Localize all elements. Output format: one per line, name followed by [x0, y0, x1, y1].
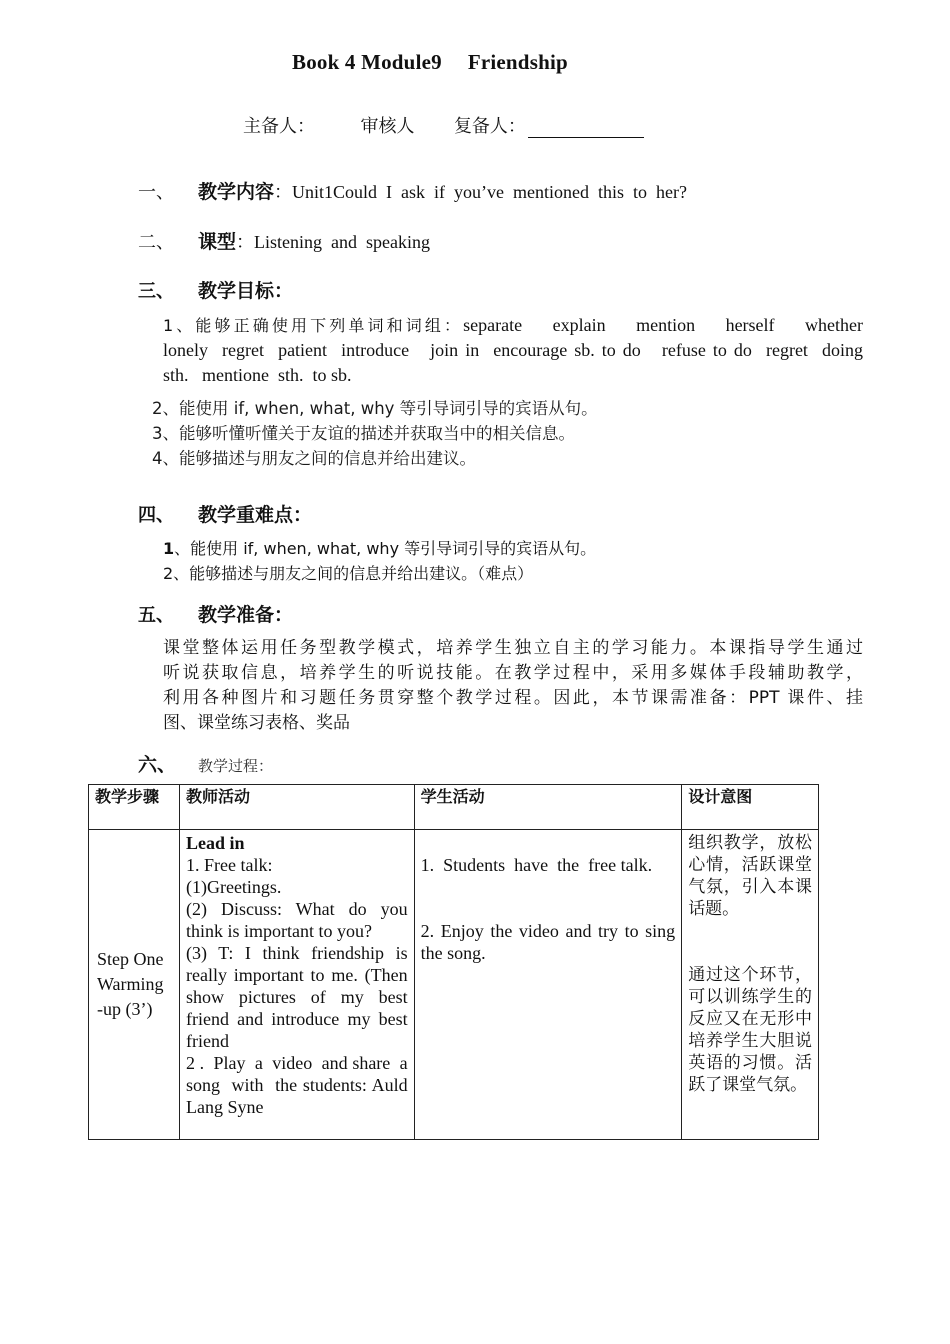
student-activity-line: 2. Enjoy the video and try to sing the song. — [420, 921, 676, 963]
title-topic: Friendship — [467, 50, 568, 74]
step-cell: Step One Warming -up (3’) — [89, 830, 180, 1140]
main-preparer-label: 主备人： — [243, 116, 315, 137]
second-preparer-label: 复备人： — [453, 116, 526, 137]
section-heading: 教学内容 — [198, 181, 275, 203]
objective-3: 3、能够听懂听懂关于友谊的描述并获取当中的相关信息。 — [152, 424, 575, 443]
header-teacher: 教师活动 — [179, 785, 414, 830]
section-colon: ： — [236, 232, 255, 252]
section-number: 一、 — [138, 182, 174, 203]
preparers-line — [243, 112, 644, 138]
objectives-list — [152, 396, 598, 471]
teacher-activity-line: (3) T: I think friendship is really important to me. (Then show pictures of my best friend and introduce my best friend — [185, 943, 408, 1051]
section-number: 四、 — [138, 505, 174, 526]
design-intent-line: 通过这个环节，可以训练学生的反应又在无形中培养学生大胆说英语的习惯。活跃了课堂气氛。 — [688, 965, 812, 1095]
section-number: 二、 — [138, 232, 174, 253]
objective-1-prefix: 1、能够正确使用下列单词和词组： — [163, 316, 464, 335]
section-heading: 教学目标： — [198, 280, 294, 302]
header-design: 设计意图 — [682, 785, 819, 830]
design-intent-line: 组织教学，放松心情，活跃课堂气氛，引入本课话题。 — [688, 833, 812, 919]
section-heading: 教学准备： — [198, 604, 294, 626]
section-preparation — [138, 600, 293, 627]
section-number: 五、 — [138, 605, 174, 626]
preparation-line: 课堂整体运用任务型教学模式，培养学生独立自主的学习能力。本课指导学生通过 — [163, 638, 863, 658]
section-heading: 教学重难点： — [198, 504, 313, 526]
table-row — [89, 830, 819, 1140]
preparation-text — [163, 636, 863, 736]
header-student: 学生活动 — [414, 785, 682, 830]
teacher-activity-line: 1. Free talk: — [185, 855, 273, 875]
teaching-process-table — [88, 784, 819, 1140]
teacher-activity-cell — [179, 830, 417, 1140]
key-point-2: 2、能够描述与朋友之间的信息并给出建议。（难点） — [163, 564, 534, 583]
objective-1 — [163, 313, 863, 388]
teacher-activity-line: (2) Discuss: What do you think is important to you? — [185, 899, 408, 941]
second-preparer-blank — [528, 119, 644, 138]
objective-1-phrases: lonely regret patient introduce join in encourage sb. to do refuse to do regret doing — [163, 340, 863, 360]
design-intent-cell — [682, 830, 819, 1140]
section-lesson-type — [138, 227, 430, 254]
section-number: 六、 — [138, 754, 177, 776]
teacher-activity-line: (1)Greetings. — [185, 877, 282, 897]
section-content — [138, 177, 687, 204]
reviewer-label: 审核人 — [360, 116, 415, 137]
objective-4: 4、能够描述与朋友之间的信息并给出建议。 — [152, 449, 476, 468]
student-activity-line: 1. Students have the free talk. — [420, 855, 653, 875]
preparation-line: 图、课堂练习表格、奖品 — [163, 713, 350, 733]
lesson-title: Unit1Could I ask if you’ve mentioned this to her? — [292, 182, 687, 202]
preparation-line: 听说获取信息，培养学生的听说技能。在教学过程中，采用多媒体手段辅助教学， — [163, 663, 863, 683]
student-activity-cell — [414, 830, 682, 1140]
section-number: 三、 — [138, 281, 174, 302]
section-key-points — [138, 500, 312, 527]
objective-1-phrases-end: sth. mentione sth. to sb. — [163, 365, 352, 385]
teacher-activity-title: Lead in — [185, 833, 245, 853]
key-points-list — [163, 536, 863, 586]
table-header-row — [89, 785, 819, 830]
preparation-line: 利用各种图片和习题任务贯穿整个教学过程。因此，本节课需准备：PPT 课件、挂 — [163, 688, 863, 708]
key-point-1-text: 、能使用 if, when, what, why 等引导词引导的宾语从句。 — [174, 539, 597, 558]
lesson-type: Listening and speaking — [254, 232, 430, 252]
section-colon: ： — [274, 182, 293, 202]
title-book: Book 4 Module9 — [292, 50, 442, 74]
section-heading: 教学过程： — [198, 757, 274, 775]
objective-2: 2、能使用 if, when, what, why 等引导词引导的宾语从句。 — [152, 399, 598, 418]
objective-1-words: separate explain mention herself whether — [463, 315, 863, 335]
header-step: 教学步骤 — [89, 785, 180, 830]
section-process — [138, 750, 273, 777]
key-point-1 — [163, 536, 863, 561]
teacher-activity-line: 2 . Play a video and share a song with the students: Auld Lang Syne — [185, 1053, 417, 1117]
document-title — [292, 50, 568, 75]
section-heading: 课型 — [198, 231, 237, 253]
key-point-1-number: 1 — [163, 539, 175, 558]
section-objectives — [138, 276, 293, 303]
